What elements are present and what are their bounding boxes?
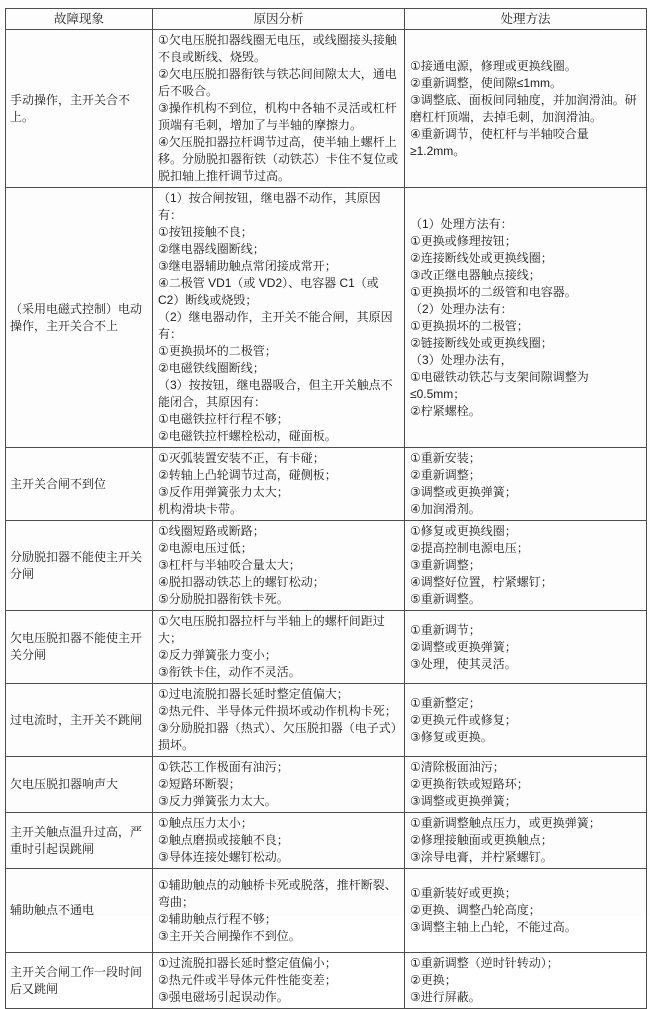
cause-line: ③操作机构不到位，机构中各轴不灵活或杠杆顶端有毛刺，增加了与半轴的摩擦力。 [158, 101, 397, 132]
phenomenon-cell: 主开关触点温升过高，严重时引起误跳闸 [6, 813, 153, 869]
treatment-line: ①更换损坏的二级管和电容器。 [410, 284, 577, 299]
treatment-line: ③涂导电膏，并柠紧螺钉。 [410, 850, 553, 864]
treatments-cell [405, 30, 647, 188]
treatment-line: ③调整或更换弹簧； [410, 794, 517, 808]
causes-cell [153, 869, 405, 953]
cause-line-group-label: （1）按合闸按钮，继电器不动作，其原因有： [158, 191, 381, 222]
cause-line: 机构滑块卡带。 [158, 502, 243, 516]
treatment-line: ②重新调整，使间隙≤1mm。 [410, 75, 563, 90]
treatment-line: ③重新调整； [410, 558, 481, 572]
phenomenon-cell: 欠电压脱扣器响声大 [6, 757, 153, 813]
treatment-line: ②调整或更换弹簧； [410, 639, 517, 654]
treatments-cell [405, 521, 647, 611]
causes-cell [153, 448, 405, 521]
cause-line: ①欠电压脱扣器拉杆与半轴上的螺杆间距过大； [158, 614, 385, 645]
cause-line: ②欠电压脱扣器衔铁与铁芯间间隙太大，通电后不吸合。 [158, 67, 397, 98]
cause-line: ①过电流脱扣器长延时整定值偏大； [158, 687, 349, 701]
phenomenon-cell: 欠电压脱扣器不能使主开关分闸 [6, 611, 153, 684]
treatment-line: ①重新调整（逆时针转动）； [410, 956, 559, 970]
treatment-line: ①重新安装； [410, 451, 481, 465]
cause-line: ①线圈短路或断路； [158, 524, 265, 538]
treatment-line: ①更换或修理按钮； [410, 233, 517, 248]
cause-line: ①欠电压脱扣器线圈无电压，或线圈接头接触不良或断线、烧毁。 [158, 33, 397, 64]
treatment-line: ③调整底、面板间同轴度，并加润滑油。研磨杠杆顶端，去掉毛刺，加润滑油。 [410, 92, 637, 124]
cause-line: ②反力弹簧张力变小； [158, 648, 277, 662]
table-row [6, 611, 647, 684]
treatment-line: ①接通电源，修理或更换线圈。 [410, 58, 577, 73]
table-header [6, 9, 647, 30]
treatment-line-group-label: （1）处理方法有： [410, 216, 513, 231]
treatment-line: ③处理，使其灵活。 [410, 656, 517, 671]
cause-line: ①灭弧装置安装不正，有卡碰； [158, 451, 325, 465]
treatment-line: ①重新调节； [410, 622, 481, 637]
cause-line: ①电磁铁拉杆行程不够； [158, 412, 289, 426]
phenomenon-cell: （采用电磁式控制）电动操作，主开关合不上 [6, 188, 153, 448]
cause-line: ⑤分励脱扣器衔铁卡死。 [158, 592, 289, 606]
table-row [6, 684, 647, 757]
treatment-line: ①清除极面油污； [410, 760, 505, 774]
cause-line: ①更换损坏的二极管； [158, 344, 277, 358]
treatments-cell [405, 869, 647, 953]
fault-diagnosis-table [5, 8, 647, 1009]
cause-line: ③分励脱扣器（热式）、欠压脱扣器（电子式）损坏。 [158, 721, 397, 752]
treatment-line: ③进行屏蔽。 [410, 990, 481, 1004]
treatments-cell [405, 188, 647, 448]
cause-line: ②热元件、半导体元件损坏或动作机构卡死； [158, 704, 397, 718]
treatment-line: ④加润滑剂。 [410, 502, 481, 516]
cause-line: ①触点压力太小； [158, 816, 253, 830]
header-treatment-method: 处理方法 [405, 9, 647, 30]
treatment-line: ①更换损坏的二极管； [410, 318, 529, 333]
treatment-line: ②更换衔铁或短路环； [410, 777, 529, 791]
treatment-line: ②链接断线处或更换线圈； [410, 335, 553, 350]
treatments-cell [405, 448, 647, 521]
header-row [6, 9, 647, 30]
cause-line: ②电磁铁线圈断线； [158, 361, 265, 375]
treatments-cell [405, 611, 647, 684]
table-row [6, 953, 647, 1009]
treatments-cell [405, 813, 647, 869]
treatment-line-group-label: （2）处理办法有： [410, 301, 513, 316]
table-row [6, 30, 647, 188]
cause-line: ②触点磨损或接触不良； [158, 833, 289, 847]
treatment-line: ②更换元件或修复； [410, 712, 517, 727]
cause-line: ②热元件或半导体元件性能变差； [158, 973, 337, 987]
cause-line: ②电源电压过低； [158, 541, 253, 555]
cause-line: ②电磁铁拉杆螺栓松动，碰面板。 [158, 429, 337, 443]
treatment-line-group-label: （3）处理办法有， [410, 352, 513, 367]
cause-line: ②转轴上凸轮调节过高，碰侧板； [158, 468, 337, 482]
causes-cell [153, 611, 405, 684]
treatment-line: ①电磁铁动铁芯与支架间隙调整为≤0.5mm； [410, 369, 589, 401]
table-row [6, 521, 647, 611]
causes-cell [153, 188, 405, 448]
treatment-line: ②更换、调整凸轮高度； [410, 903, 541, 917]
treatments-cell [405, 953, 647, 1009]
treatments-cell [405, 684, 647, 757]
causes-cell [153, 953, 405, 1009]
treatment-line: ②连接断线处或更换线圈； [410, 250, 553, 265]
cause-line: ③强电磁场引起误动作。 [158, 990, 289, 1004]
cause-line: ③反作用弹簧张力太大； [158, 485, 289, 499]
treatment-line: ③修复或更换。 [410, 729, 493, 744]
causes-cell [153, 813, 405, 869]
table-row [6, 188, 647, 448]
cause-line: ④欠压脱扣器拉杆调节过高，使半轴上螺杆上移。分励脱扣器衔铁（动铁芯）卡住不复位或脱扣轴上推杆调节过高。 [158, 135, 399, 183]
table-row [6, 448, 647, 521]
treatment-line: ②柠紧螺栓。 [410, 403, 481, 418]
fault-table-body [6, 30, 647, 1009]
cause-line: ②继电器线圈断线； [158, 242, 265, 256]
treatment-line: ⑤重新调整。 [410, 592, 481, 606]
phenomenon-cell: 过电流时，主开关不跳闸 [6, 684, 153, 757]
cause-line: ③衔铁卡住，动作不灵活。 [158, 665, 301, 679]
causes-cell [153, 30, 405, 188]
cause-line: ③杠杆与半轴咬合量太大； [158, 558, 301, 572]
cause-line: ①铁芯工作极面有油污； [158, 760, 289, 774]
phenomenon-cell: 主开关合闸工作一段时间后又跳闸 [6, 953, 153, 1009]
header-fault-phenomenon: 故障现象 [6, 9, 153, 30]
treatment-line: ①修复或更换线圈； [410, 524, 517, 538]
cause-line: ②短路环断裂； [158, 777, 241, 791]
causes-cell [153, 521, 405, 611]
phenomenon-cell: 分励脱扣器不能使主开关分闸 [6, 521, 153, 611]
cause-line: ④二极管 VD1（或 VD2）、电容器 C1（或 C2）断线或烧毁； [158, 276, 379, 307]
cause-line-group-label: （3）按按钮，继电器吸合，但主开关触点不能闭合，其原因有： [158, 378, 393, 409]
treatment-line: ③调整或更换弹簧； [410, 485, 517, 499]
treatment-line: ④调整好位置，柠紧螺钉； [410, 575, 553, 589]
cause-line: ①过流脱扣器长延时整定值偏小； [158, 956, 337, 970]
table-row [6, 813, 647, 869]
treatment-line: ②提高控制电源电压； [410, 541, 529, 555]
treatment-line: ③调整主轴上凸轮，不能过高。 [410, 920, 577, 934]
phenomenon-cell: 主开关合闸不到位 [6, 448, 153, 521]
treatment-line: ②修理接触面或更换触点； [410, 833, 553, 847]
cause-line: ③继电器辅助触点常闭接成常开； [158, 259, 337, 273]
treatment-line: ④重新调节，使杠杆与半轴咬合量≥1.2mm。 [410, 126, 589, 158]
cause-line: ③主开关合闸操作不到位。 [158, 928, 301, 943]
table-row [6, 869, 647, 953]
treatment-line: ②更换； [410, 973, 457, 987]
cause-line: ③反力弹簧张力太大。 [158, 794, 277, 808]
phenomenon-cell: 辅助触点不通电 [6, 869, 153, 953]
treatment-line: ①重新整定； [410, 695, 481, 710]
cause-line: ①辅助触点的动触桥卡死或脱落，推杆断裂、弯曲； [158, 877, 397, 909]
header-cause-analysis: 原因分析 [153, 9, 405, 30]
treatments-cell [405, 757, 647, 813]
treatment-line: ①重新调整触点压力，或更换弹簧； [410, 816, 601, 830]
treatment-line: ②重新调整； [410, 468, 481, 482]
table-row [6, 757, 647, 813]
causes-cell [153, 684, 405, 757]
cause-line: ④脱扣器动铁芯上的螺钉松动； [158, 575, 325, 589]
cause-line: ②辅助触点行程不够； [158, 911, 277, 926]
cause-line-group-label: （2）继电器动作，主开关不能合闸，其原因有： [158, 310, 393, 341]
cause-line: ③导体连接处螺钉松动。 [158, 850, 289, 864]
cause-line: ①按钮接触不良； [158, 225, 253, 239]
treatment-line: ①重新装好或更换； [410, 886, 517, 900]
treatment-line: ③改正继电器触点接线； [410, 267, 541, 282]
phenomenon-cell: 手动操作，主开关合不上。 [6, 30, 153, 188]
causes-cell [153, 757, 405, 813]
